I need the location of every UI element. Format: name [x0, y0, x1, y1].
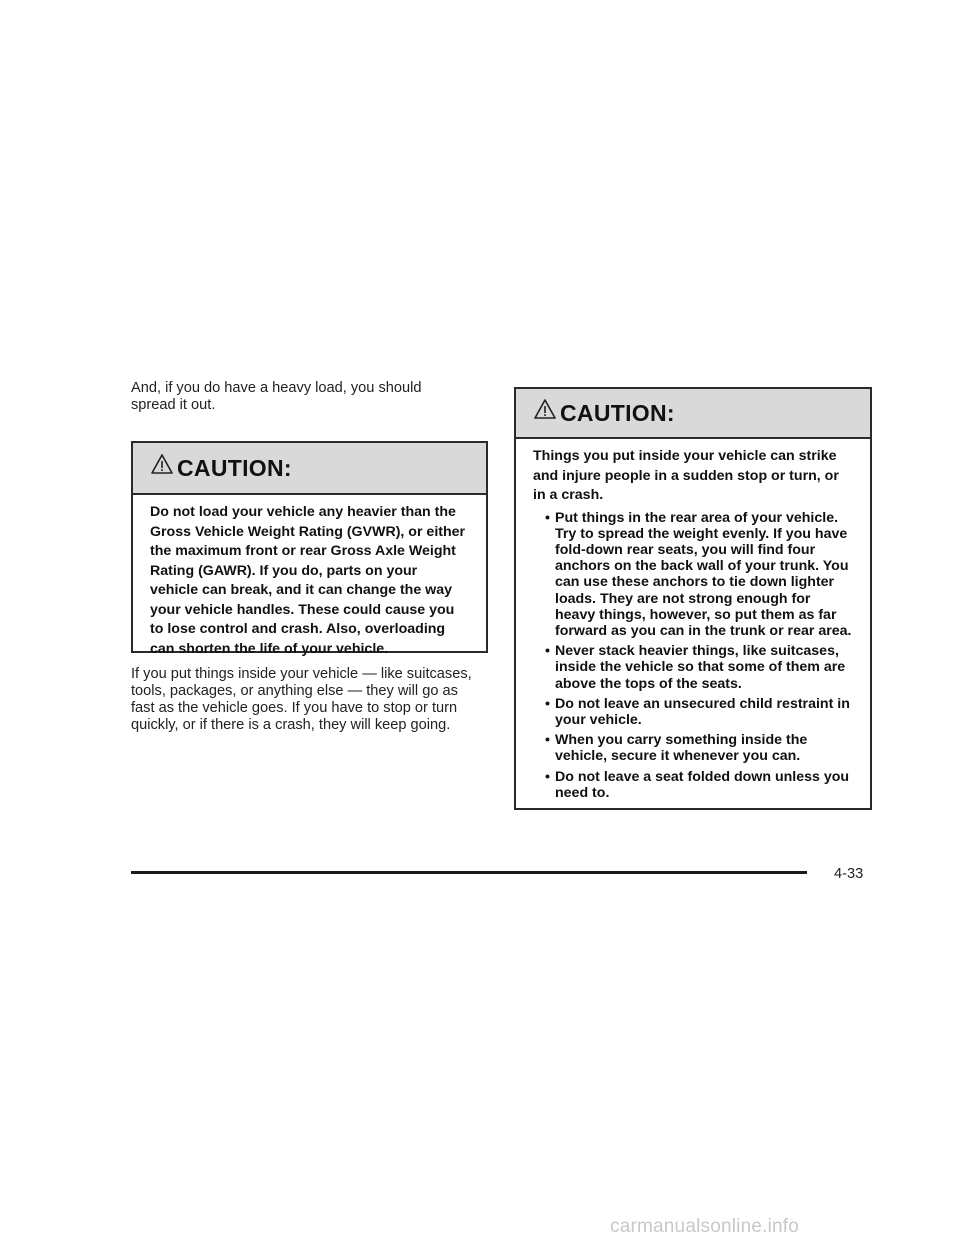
watermark: carmanualsonline.info	[610, 1216, 800, 1237]
caution-box-right	[514, 387, 872, 810]
caution-body-right	[516, 439, 870, 801]
warning-triangle-icon	[534, 398, 556, 420]
bullet-glyph: •	[545, 695, 550, 712]
caution-title-left: CAUTION:	[177, 454, 292, 481]
bullet-glyph: •	[545, 643, 550, 660]
right-column	[514, 387, 872, 810]
caution-bullet-list	[533, 510, 854, 801]
caution-text-left: Do not load your vehicle any heavier than the Gross Vehicle Weight Rating (GVWR), or either the maximum front or rear Gross Axle Weight Rating (GAWR). If you do, parts on your vehicle can break, and it can change the way your vehicle handles. These could cause you to lose control and crash. Also, overloading can shorten the life of your vehicle.	[150, 504, 466, 657]
list-item: • Do not leave a seat folded down unless you need to.	[545, 768, 850, 801]
list-item: • Put things in the rear area of your vehicle. Try to spread the weight evenly. If you have fold-down rear seats, you will find four anchors on the back wall of your trunk. You can use these anchors to tie down lighter loads. They are not strong enough for heavy things, however, so put them as far forward as you can in the trunk or rear area.	[545, 509, 852, 639]
outro-paragraph: If you put things inside your vehicle — like suitcases, tools, packages, or anything else — they will go as fast as the vehicle goes. If you have to stop or turn quickly, or if there is a crash, they will keep going.	[131, 666, 472, 733]
page-number: 4-33	[834, 866, 864, 882]
caution-title-right: CAUTION:	[560, 399, 675, 426]
caution-box-left	[131, 441, 488, 657]
caution-body-left	[133, 495, 486, 659]
bullet-glyph: •	[545, 509, 550, 526]
list-item: • Do not leave an unsecured child restraint in your vehicle.	[545, 695, 850, 728]
footer-rule	[131, 871, 807, 874]
caution-header-right	[516, 389, 870, 439]
caution-intro-right: Things you put inside your vehicle can strike and injure people in a sudden stop or turn, or in a crash.	[533, 448, 839, 503]
bullet-glyph: •	[545, 768, 550, 785]
warning-triangle-icon	[151, 453, 173, 475]
left-column	[131, 380, 488, 734]
intro-paragraph: And, if you do have a heavy load, you should spread it out.	[131, 380, 422, 413]
caution-header-left	[133, 443, 486, 495]
bullet-glyph: •	[545, 732, 550, 749]
list-item: • When you carry something inside the vehicle, secure it whenever you can.	[545, 732, 808, 765]
list-item: • Never stack heavier things, like suitcases, inside the vehicle so that some of them are above the tops of the seats.	[545, 643, 846, 692]
